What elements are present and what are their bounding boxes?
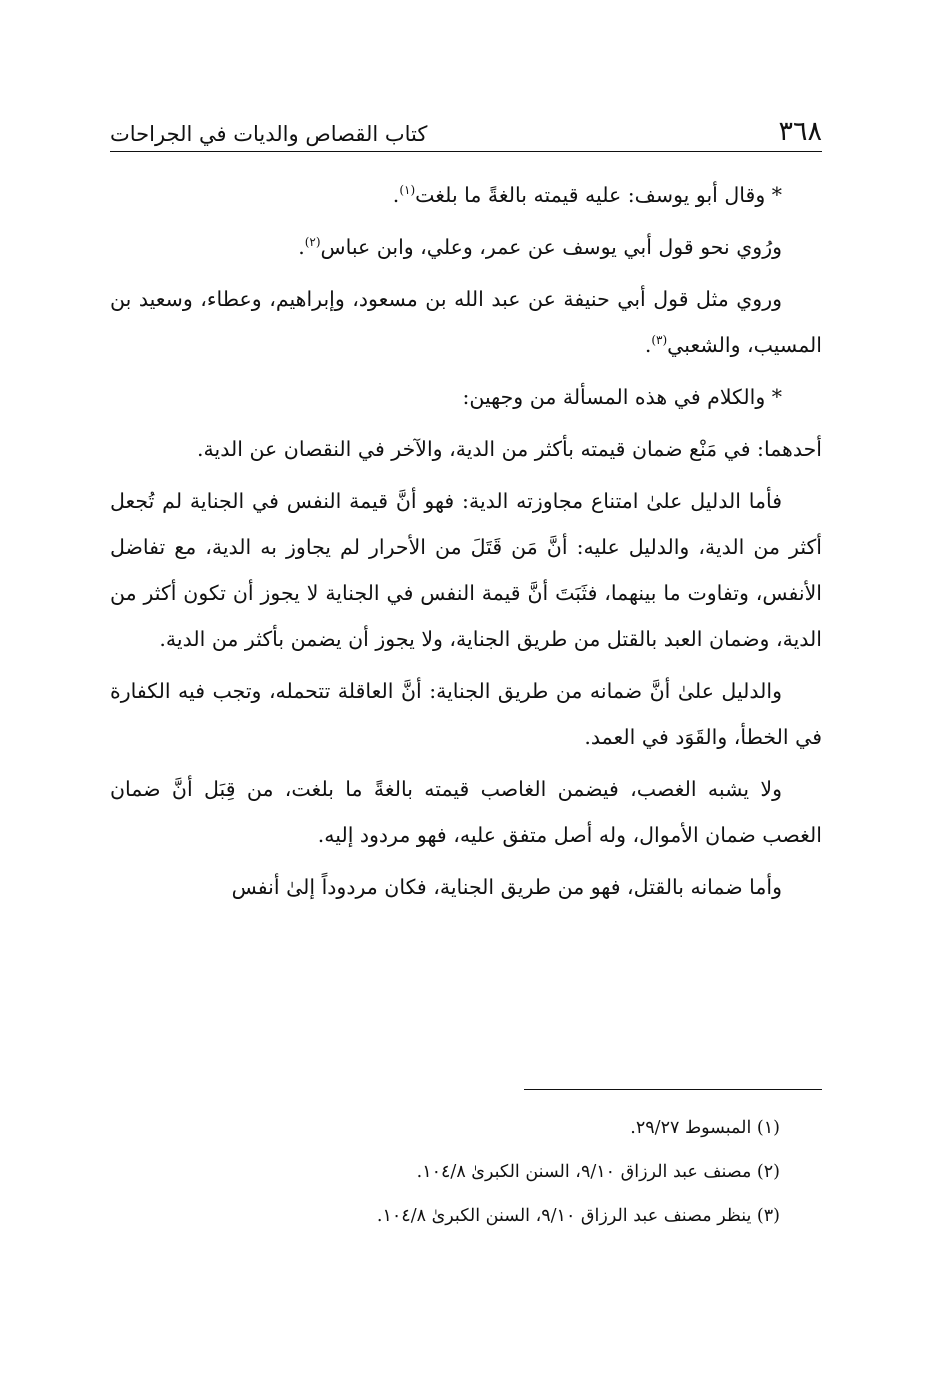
paragraph: فأما الدليل علىٰ امتناع مجاوزته الدية: فهو أنَّ قيمة النفس في الجناية لم تُجعل أكثر من الدية، والدليل عليه: أنَّ مَن قَتَلَ من الأحرار لم يجاوز به الدية، مع تفاضل الأنفس، وتفاوت ما بينهما، فثَبَتَ أنَّ قيمة النفس في الجناية لا يجوز أن تكون أكثر من الدية، وضمان العبد بالقتل من طريق الجناية، ولا يجوز أن يضمن بأكثر من الدية.: [110, 489, 822, 651]
page-number: ٣٦٨: [778, 116, 822, 147]
paragraph-text: * وقال أبو يوسف: عليه قيمته بالغةً ما بلغت: [415, 183, 782, 207]
paragraph-end: .: [392, 183, 400, 207]
paragraph: [110, 172, 822, 218]
paragraph-end: .: [298, 235, 305, 259]
page-header: [110, 108, 822, 152]
paragraph-text: وروي مثل قول أبي حنيفة عن عبد الله بن مسعود، وإبراهيم، وعطاء، وسعيد بن المسيب، والشعبي: [110, 287, 822, 357]
footnote: (٢) مصنف عبد الرزاق ٩/١٠، السنن الكبرىٰ ١٠٤/٨.: [416, 1162, 780, 1182]
running-title: كتاب القصاص والديات في الجراحات: [110, 122, 428, 146]
paragraph: والدليل علىٰ أنَّ ضمانه من طريق الجناية: أنَّ العاقلة تتحمله، وتجب فيه الكفارة في الخطأ، والقَوَد في العمد.: [110, 679, 822, 749]
footnote: (١) المبسوط ٢٩/٢٧.: [630, 1118, 780, 1138]
footnote-separator: [524, 1089, 822, 1090]
footnote-reference: (١): [399, 183, 416, 198]
paragraph: وأما ضمانه بالقتل، فهو من طريق الجناية، فكان مردوداً إلىٰ أنفس: [231, 875, 782, 899]
paragraph: [110, 276, 822, 368]
paragraph-text: ورُوي نحو قول أبي يوسف عن عمر، وعلي، وابن عباس: [320, 235, 782, 259]
paragraph: أحدهما: في مَنْع ضمان قيمته بأكثر من الدية، والآخر في النقصان عن الدية.: [197, 437, 822, 461]
paragraph: ولا يشبه الغصب، فيضمن الغاصب قيمته بالغةً ما بلغت، من قِبَل أنَّ ضمان الغصب ضمان الأموال، وله أصل متفق عليه، فهو مردود إليه.: [110, 777, 822, 847]
footnotes: [110, 1106, 822, 1238]
paragraph: [110, 224, 822, 270]
main-text: [110, 172, 822, 916]
footnote-reference: (٣): [651, 333, 668, 348]
footnote: (٣) ينظر مصنف عبد الرزاق ٩/١٠، السنن الكبرىٰ ١٠٤/٨.: [376, 1206, 780, 1226]
footnote-reference: (٢): [304, 235, 321, 250]
paragraph: * والكلام في هذه المسألة من وجهين:: [462, 385, 782, 409]
paragraph-end: .: [644, 333, 652, 357]
